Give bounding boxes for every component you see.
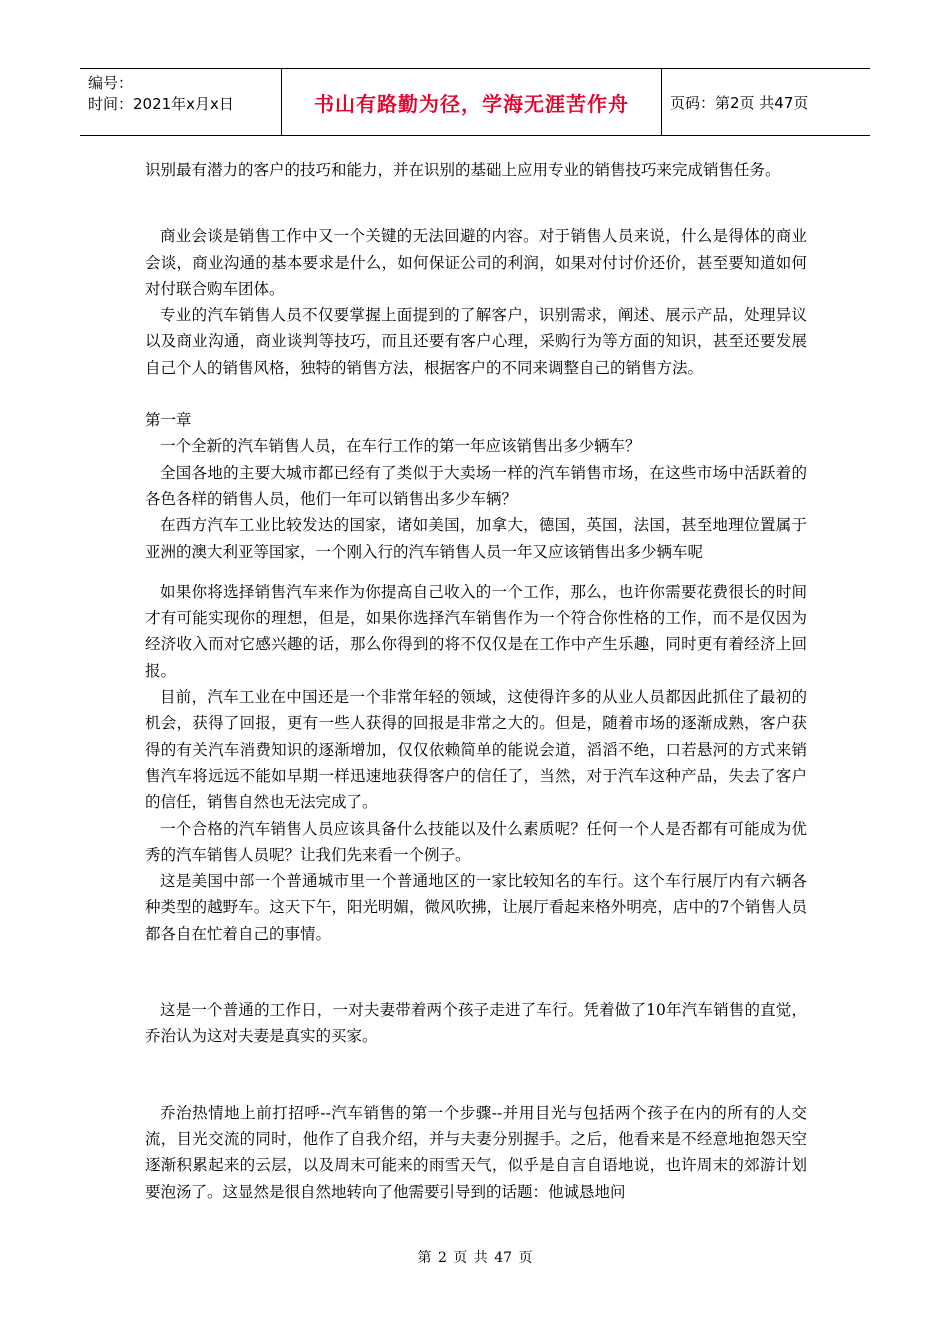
header-page-info: 页码：第2页 共47页 xyxy=(670,93,809,112)
document-date: 时间：2021年x月x日 xyxy=(88,95,234,113)
paragraph: 识别最有潜力的客户的技巧和能力，并在识别的基础上应用专业的销售技巧来完成销售任务。 xyxy=(145,161,781,179)
paragraph: 在西方汽车工业比较发达的国家，诸如美国，加拿大，德国，英国，法国，甚至地理位置属于亚洲的澳大利亚等国家，一个刚入行的汽车销售人员一年又应该销售出多少辆车呢 xyxy=(145,516,807,561)
paragraph: 一个全新的汽车销售人员，在车行工作的第一年应该销售出多少辆车？ xyxy=(160,437,641,456)
header-page-cell xyxy=(662,69,870,135)
header-meta-cell xyxy=(80,69,282,135)
chapter-heading: 第一章 xyxy=(145,411,192,430)
header-motto-cell xyxy=(282,69,662,135)
paragraph: 专业的汽车销售人员不仅要掌握上面提到的了解客户，识别需求，阐述、展示产品，处理异议以及商业沟通，商业谈判等技巧，而且还要有客户心理，采购行为等方面的知识，甚至还要发展自己个人的销售风格，独特的销售方法，根据客户的不同来调整自己的销售方法。 xyxy=(145,306,807,377)
document-body xyxy=(145,157,807,1205)
paragraph: 这是美国中部一个普通城市里一个普通地区的一家比较知名的车行。这个车行展厅内有六辆各种类型的越野车。这天下午，阳光明媚，微风吹拂，让展厅看起来格外明亮，店中的7个销售人员都各自在忙着自己的事情。 xyxy=(145,872,807,943)
paragraph: 如果你将选择销售汽车来作为你提高自己收入的一个工作，那么，也许你需要花费很长的时间才有可能实现你的理想，但是，如果你选择汽车销售作为一个符合你性格的工作，而不是仅因为经济收入而对它感兴趣的话，那么你得到的将不仅仅是在工作中产生乐趣，同时更有着经济上回报。 xyxy=(145,582,807,680)
paragraph: 目前，汽车工业在中国还是一个非常年轻的领域，这使得许多的从业人员都因此抓住了最初的机会，获得了回报，更有一些人获得的回报是非常之大的。但是，随着市场的逐渐成熟，客户获得的有关汽车消费知识的逐渐增加，仅仅依赖简单的能说会道，滔滔不绝，口若悬河的方式来销售汽车将远远不能如早期一样迅速地获得客户的信任了，当然，对于汽车这种产品，失去了客户的信任，销售自然也无法完成了。 xyxy=(145,688,807,812)
footer-page-number: 第 2 页 共 47 页 xyxy=(417,1250,533,1266)
header-motto: 书山有路勤为径，学海无涯苦作舟 xyxy=(314,91,629,116)
document-header xyxy=(80,68,870,136)
page-footer xyxy=(0,1247,950,1267)
document-number-label: 编号： xyxy=(88,74,134,92)
paragraph: 商业会谈是销售工作中又一个关键的无法回避的内容。对于销售人员来说，什么是得体的商业会谈，商业沟通的基本要求是什么，如何保证公司的利润，如果对付讨价还价，甚至要知道如何对付联合购车团体。 xyxy=(145,227,807,298)
paragraph: 乔治热情地上前打招呼--汽车销售的第一个步骤--并用目光与包括两个孩子在内的所有的人交流，目光交流的同时，他作了自我介绍，并与夫妻分别握手。之后，他看来是不经意地抱怨天空逐渐积累起来的云层，以及周末可能来的雨雪天气，似乎是自言自语地说，也许周末的郊游计划要泡汤了。这显然是很自然地转向了他需要引导到的话题：他诚恳地问 xyxy=(145,1103,807,1201)
paragraph: 全国各地的主要大城市都已经有了类似于大卖场一样的汽车销售市场，在这些市场中活跃着的各色各样的销售人员，他们一年可以销售出多少车辆？ xyxy=(145,463,807,508)
paragraph: 这是一个普通的工作日，一对夫妻带着两个孩子走进了车行。凭着做了10年汽车销售的直觉，乔治认为这对夫妻是真实的买家。 xyxy=(145,1001,807,1046)
paragraph: 一个合格的汽车销售人员应该具备什么技能以及什么素质呢？任何一个人是否都有可能成为优秀的汽车销售人员呢？让我们先来看一个例子。 xyxy=(145,819,807,864)
